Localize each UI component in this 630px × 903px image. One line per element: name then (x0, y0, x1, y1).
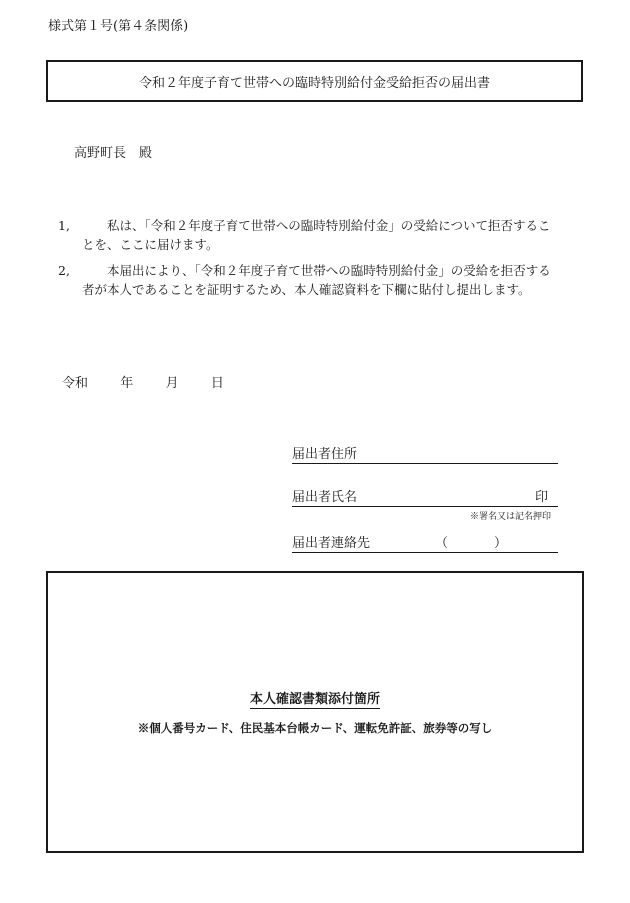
date-line (62, 372, 224, 391)
statement-item (58, 261, 558, 299)
paren-open: （ (435, 536, 449, 551)
applicant-address-field[interactable] (292, 446, 558, 464)
form-number: 様式第１号(第４条関係) (48, 19, 189, 34)
date-year-label: 年 (120, 376, 134, 391)
document-title-box (46, 60, 583, 102)
date-era: 令和 (62, 376, 89, 391)
name-label: 届出者氏名 (292, 490, 358, 505)
document-title: 令和２年度子育て世帯への臨時特別給付金受給拒否の届出書 (138, 75, 490, 91)
paren-close: ） (494, 536, 508, 551)
applicant-contact-field[interactable] (292, 535, 558, 553)
item-text: 本届出により、「令和２年度子育て世帯への臨時特別給付金」の受給を拒否する者が本人であることを証明するため、本人確認資料を下欄に貼付し提出します。 (82, 263, 551, 297)
date-day-label: 日 (210, 376, 224, 391)
item-number: 2, (58, 263, 70, 278)
attachment-title: 本人確認書類添付箇所 (249, 692, 380, 707)
address-label: 届出者住所 (292, 447, 358, 462)
statement-item (58, 216, 558, 254)
seal-mark: 印 (534, 490, 548, 505)
id-document-attachment-area (46, 571, 584, 853)
date-month-label: 月 (165, 376, 179, 391)
contact-label: 届出者連絡先 (292, 536, 371, 551)
item-text: 私は、「令和２年度子育て世帯への臨時特別給付金」の受給について拒否することを、ここに届けます。 (82, 218, 551, 252)
attachment-note: ※個人番号カード、住民基本台帳カード、運転免許証、旅券等の写し (137, 721, 493, 735)
signature-note: ※署名又は記名押印 (470, 512, 552, 522)
addressee: 高野町長 殿 (74, 146, 153, 161)
applicant-name-field[interactable] (292, 489, 558, 507)
item-number: 1, (58, 218, 70, 233)
